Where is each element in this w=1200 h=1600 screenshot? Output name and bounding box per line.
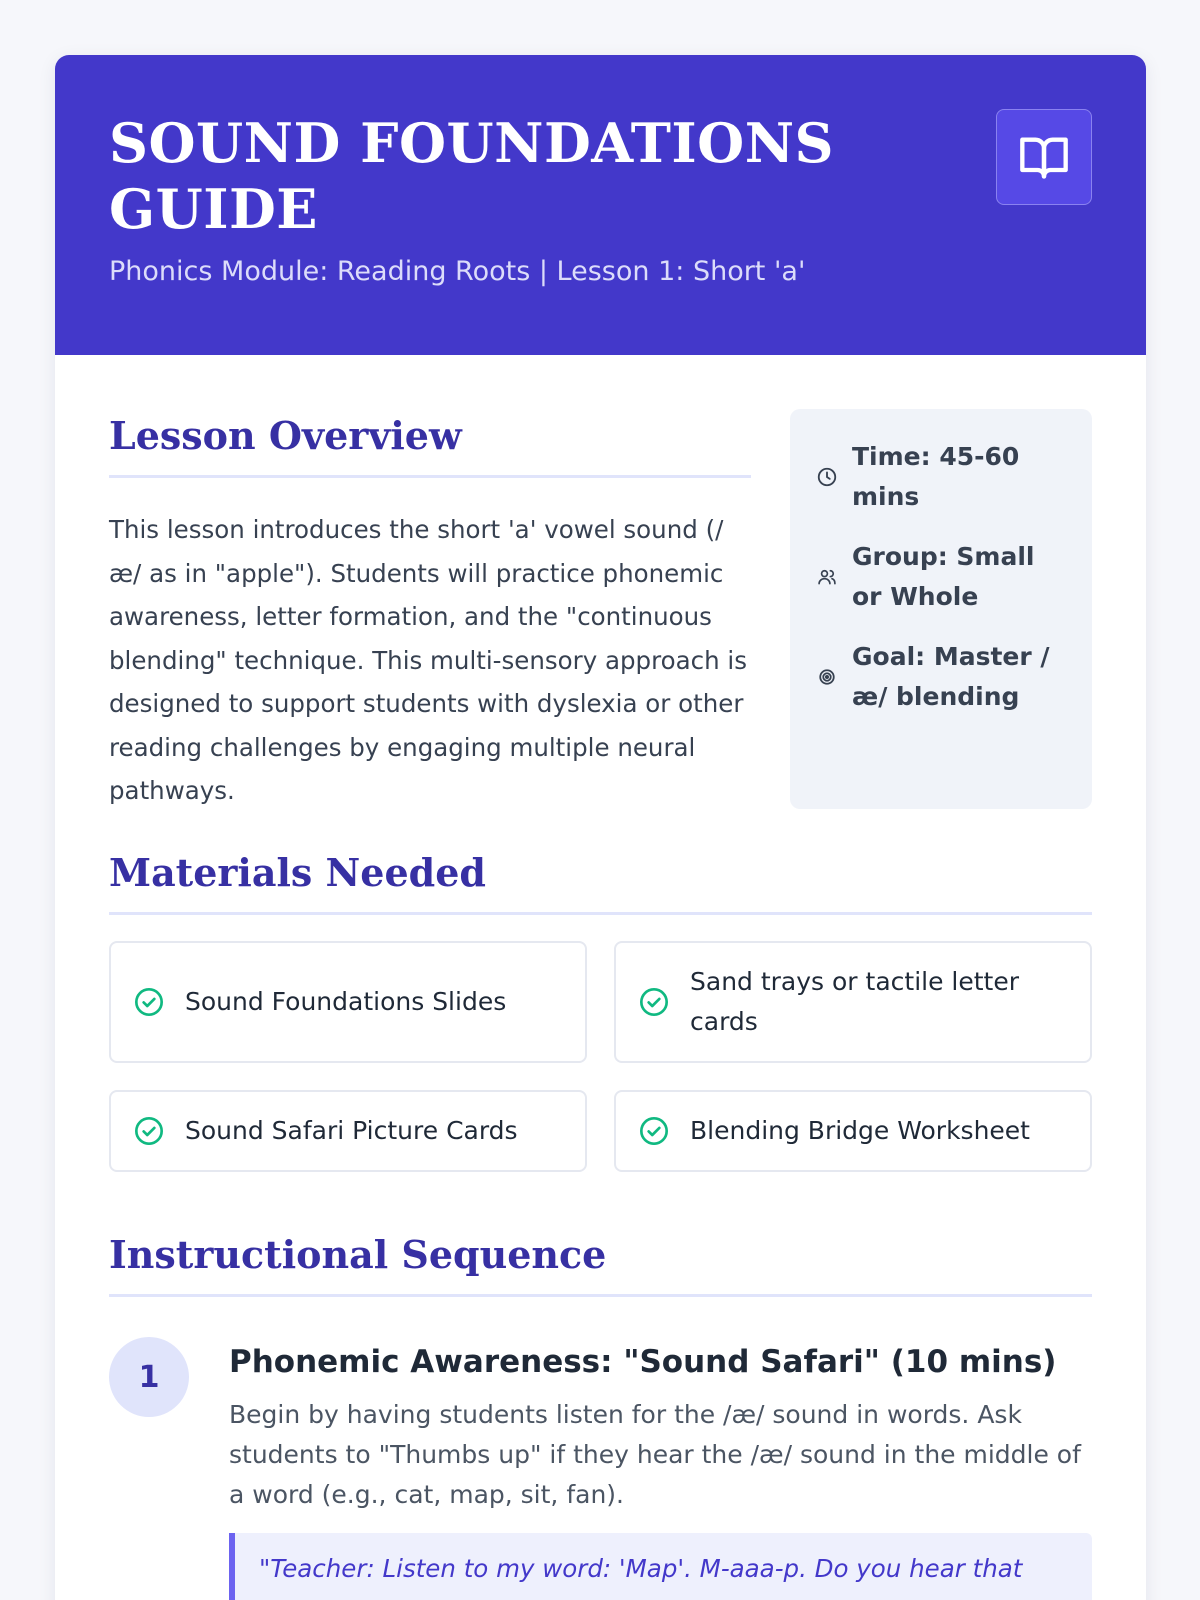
page-title: SOUND FOUNDATIONS GUIDE: [109, 111, 835, 241]
header-banner: [55, 55, 1146, 355]
teacher-script-quote: "Teacher: Listen to my word: 'Map'. M-aaa-p. Do you hear that: [229, 1533, 1092, 1600]
info-time-label: Time: 45-60 mins: [852, 442, 1020, 511]
materials-grid: [109, 941, 1092, 1172]
overview-heading: Lesson Overview: [109, 413, 751, 478]
step-title: Phonemic Awareness: "Sound Safari" (10 mins): [229, 1344, 1057, 1380]
material-item: [109, 941, 587, 1063]
check-circle-icon: [638, 986, 670, 1018]
check-circle-icon: [133, 1115, 165, 1147]
materials-heading: Materials Needed: [109, 850, 1092, 915]
users-icon: [816, 566, 838, 588]
material-item: [614, 941, 1092, 1063]
material-label: Blending Bridge Worksheet: [690, 1116, 1030, 1145]
check-circle-icon: [638, 1115, 670, 1147]
sequence-heading: Instructional Sequence: [109, 1232, 1092, 1297]
content-body: [55, 355, 1146, 1600]
info-time: [816, 437, 1066, 517]
step-number-badge: 1: [109, 1337, 189, 1417]
clock-icon: [816, 466, 838, 488]
materials-section: [109, 850, 1092, 1172]
info-goal-label: Goal: Master /æ/ blending: [852, 642, 1050, 711]
check-circle-icon: [133, 986, 165, 1018]
overview-section: [109, 355, 1092, 850]
info-group: [816, 537, 1066, 617]
material-item: [109, 1090, 587, 1172]
sequence-section: [109, 1232, 1092, 1600]
book-button[interactable]: [996, 109, 1092, 205]
page-subtitle: Phonics Module: Reading Roots | Lesson 1: Short 'a': [109, 256, 806, 287]
lesson-card: [55, 55, 1146, 1600]
info-goal: [816, 637, 1066, 717]
book-open-icon: [1018, 131, 1070, 183]
info-group-label: Group: Small or Whole: [852, 542, 1035, 611]
step-description: Begin by having students listen for the /æ/ sound in words. Ask students to "Thumbs up" if they hear the /æ/ sound in the middle of a word (e.g., cat, map, sit, fan).: [229, 1400, 1081, 1509]
overview-text: This lesson introduces the short 'a' vowel sound (/æ/ as in "apple"). Students will practice phonemic awareness, letter formation, and the "continuous blending" technique. This multi-sensory approach is designed to support students with dyslexia or other reading challenges by engaging multiple neural pathways.: [109, 515, 747, 805]
sequence-step: [109, 1337, 1092, 1600]
material-label: Sand trays or tactile letter cards: [690, 967, 1020, 1036]
material-label: Sound Foundations Slides: [185, 987, 507, 1016]
target-icon: [816, 666, 838, 688]
material-item: [614, 1090, 1092, 1172]
overview-main: [109, 413, 751, 813]
lesson-info-box: [790, 409, 1092, 809]
material-label: Sound Safari Picture Cards: [185, 1116, 518, 1145]
